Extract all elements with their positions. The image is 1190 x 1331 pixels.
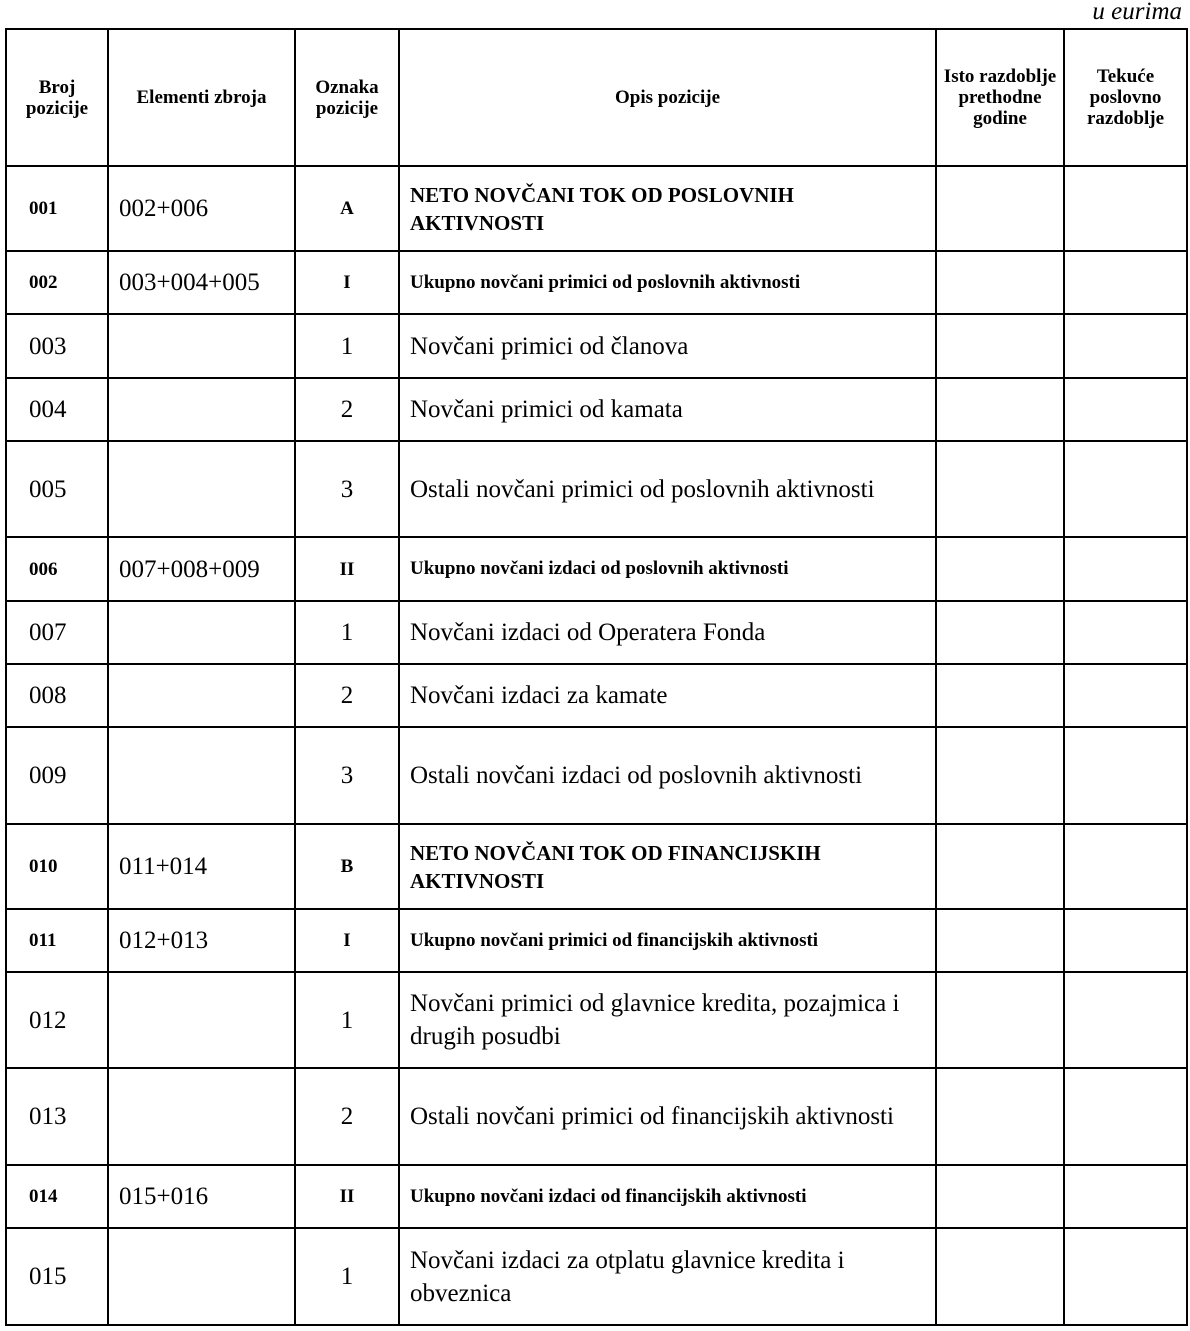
sum-elements-cell	[108, 972, 295, 1068]
current-period-value-cell[interactable]	[1064, 166, 1187, 251]
sum-elements-cell: 011+014	[108, 824, 295, 909]
position-number-cell: 001	[6, 166, 108, 251]
current-period-value-cell[interactable]	[1064, 727, 1187, 824]
previous-period-value-cell[interactable]	[936, 1068, 1064, 1165]
previous-period-value-cell[interactable]	[936, 972, 1064, 1068]
table-row	[6, 727, 1187, 824]
position-mark-cell: 2	[295, 664, 399, 727]
position-description-cell: Novčani izdaci za otplatu glavnice kredita i obveznica	[399, 1228, 936, 1325]
sum-elements-cell: 007+008+009	[108, 537, 295, 601]
position-mark-cell: 1	[295, 601, 399, 664]
previous-period-value-cell[interactable]	[936, 909, 1064, 972]
position-description-cell: Ukupno novčani primici od poslovnih aktivnosti	[399, 251, 936, 314]
position-number-cell: 004	[6, 378, 108, 441]
current-period-value-cell[interactable]	[1064, 378, 1187, 441]
position-number-cell: 008	[6, 664, 108, 727]
header-broj-pozicije: Broj pozicije	[6, 29, 108, 166]
table-row	[6, 166, 1187, 251]
position-mark-cell: 3	[295, 441, 399, 537]
previous-period-value-cell[interactable]	[936, 166, 1064, 251]
position-description-cell: Ukupno novčani izdaci od poslovnih aktivnosti	[399, 537, 936, 601]
previous-period-value-cell[interactable]	[936, 727, 1064, 824]
position-description-cell: Novčani primici od članova	[399, 314, 936, 378]
table-row	[6, 314, 1187, 378]
position-mark-cell: I	[295, 909, 399, 972]
table-row	[6, 537, 1187, 601]
position-number-cell: 006	[6, 537, 108, 601]
position-number-cell: 011	[6, 909, 108, 972]
table-row	[6, 1068, 1187, 1165]
current-period-value-cell[interactable]	[1064, 1165, 1187, 1228]
position-mark-cell: A	[295, 166, 399, 251]
position-number-cell: 003	[6, 314, 108, 378]
position-mark-cell: II	[295, 537, 399, 601]
current-period-value-cell[interactable]	[1064, 601, 1187, 664]
cash-flow-table	[5, 28, 1188, 1326]
current-period-value-cell[interactable]	[1064, 441, 1187, 537]
current-period-value-cell[interactable]	[1064, 972, 1187, 1068]
position-number-cell: 012	[6, 972, 108, 1068]
table-row	[6, 441, 1187, 537]
previous-period-value-cell[interactable]	[936, 824, 1064, 909]
currency-unit-label: u eurima	[1092, 0, 1182, 25]
position-number-cell: 013	[6, 1068, 108, 1165]
position-description-cell: Ukupno novčani primici od financijskih aktivnosti	[399, 909, 936, 972]
current-period-value-cell[interactable]	[1064, 314, 1187, 378]
current-period-value-cell[interactable]	[1064, 824, 1187, 909]
sum-elements-cell	[108, 314, 295, 378]
position-mark-cell: 1	[295, 314, 399, 378]
position-number-cell: 002	[6, 251, 108, 314]
position-description-cell: Novčani izdaci od Operatera Fonda	[399, 601, 936, 664]
table-row	[6, 601, 1187, 664]
header-elementi-zbroja: Elementi zbroja	[108, 29, 295, 166]
previous-period-value-cell[interactable]	[936, 1165, 1064, 1228]
header-opis-pozicije: Opis pozicije	[399, 29, 936, 166]
sum-elements-cell	[108, 601, 295, 664]
sum-elements-cell	[108, 1228, 295, 1325]
table-row	[6, 378, 1187, 441]
sum-elements-cell	[108, 1068, 295, 1165]
current-period-value-cell[interactable]	[1064, 664, 1187, 727]
previous-period-value-cell[interactable]	[936, 537, 1064, 601]
position-number-cell: 005	[6, 441, 108, 537]
current-period-value-cell[interactable]	[1064, 1068, 1187, 1165]
sum-elements-cell	[108, 727, 295, 824]
previous-period-value-cell[interactable]	[936, 314, 1064, 378]
table-row	[6, 1228, 1187, 1325]
position-mark-cell: II	[295, 1165, 399, 1228]
previous-period-value-cell[interactable]	[936, 1228, 1064, 1325]
position-number-cell: 015	[6, 1228, 108, 1325]
position-description-cell: NETO NOVČANI TOK OD POSLOVNIH AKTIVNOSTI	[399, 166, 936, 251]
current-period-value-cell[interactable]	[1064, 251, 1187, 314]
sum-elements-cell: 012+013	[108, 909, 295, 972]
position-description-cell: Ukupno novčani izdaci od financijskih aktivnosti	[399, 1165, 936, 1228]
position-description-cell: Ostali novčani izdaci od poslovnih aktivnosti	[399, 727, 936, 824]
position-description-cell: Ostali novčani primici od poslovnih aktivnosti	[399, 441, 936, 537]
sum-elements-cell: 015+016	[108, 1165, 295, 1228]
header-prethodna-godina: Isto razdoblje prethodne godine	[936, 29, 1064, 166]
header-tekuce-razdoblje: Tekuće poslovno razdoblje	[1064, 29, 1187, 166]
sum-elements-cell	[108, 378, 295, 441]
table-row	[6, 909, 1187, 972]
table-row	[6, 1165, 1187, 1228]
position-number-cell: 007	[6, 601, 108, 664]
previous-period-value-cell[interactable]	[936, 664, 1064, 727]
previous-period-value-cell[interactable]	[936, 378, 1064, 441]
position-description-cell: Novčani primici od glavnice kredita, pozajmica i drugih posudbi	[399, 972, 936, 1068]
position-mark-cell: 1	[295, 972, 399, 1068]
position-number-cell: 014	[6, 1165, 108, 1228]
current-period-value-cell[interactable]	[1064, 1228, 1187, 1325]
position-mark-cell: 2	[295, 378, 399, 441]
position-description-cell: NETO NOVČANI TOK OD FINANCIJSKIH AKTIVNOSTI	[399, 824, 936, 909]
position-number-cell: 010	[6, 824, 108, 909]
header-oznaka-pozicije: Oznaka pozicije	[295, 29, 399, 166]
sum-elements-cell	[108, 441, 295, 537]
table-row	[6, 664, 1187, 727]
current-period-value-cell[interactable]	[1064, 909, 1187, 972]
position-number-cell: 009	[6, 727, 108, 824]
sum-elements-cell: 003+004+005	[108, 251, 295, 314]
table-row	[6, 824, 1187, 909]
position-mark-cell: 1	[295, 1228, 399, 1325]
position-mark-cell: 3	[295, 727, 399, 824]
table-row	[6, 972, 1187, 1068]
previous-period-value-cell[interactable]	[936, 251, 1064, 314]
position-mark-cell: 2	[295, 1068, 399, 1165]
position-mark-cell: I	[295, 251, 399, 314]
position-description-cell: Ostali novčani primici od financijskih aktivnosti	[399, 1068, 936, 1165]
position-mark-cell: B	[295, 824, 399, 909]
previous-period-value-cell[interactable]	[936, 441, 1064, 537]
sum-elements-cell	[108, 664, 295, 727]
table-row	[6, 251, 1187, 314]
position-description-cell: Novčani primici od kamata	[399, 378, 936, 441]
table-header-row	[6, 29, 1187, 166]
current-period-value-cell[interactable]	[1064, 537, 1187, 601]
position-description-cell: Novčani izdaci za kamate	[399, 664, 936, 727]
sum-elements-cell: 002+006	[108, 166, 295, 251]
previous-period-value-cell[interactable]	[936, 601, 1064, 664]
